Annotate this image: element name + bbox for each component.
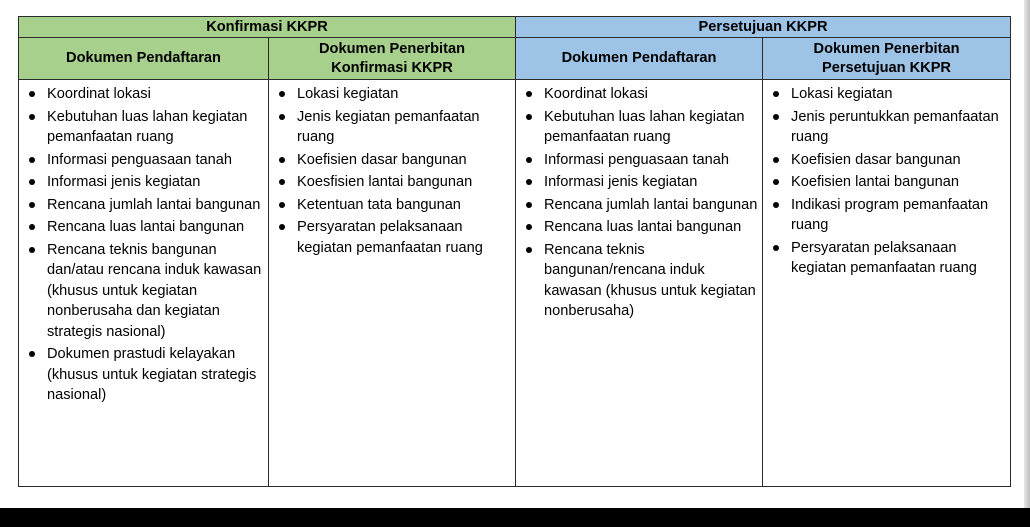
list-item — [522, 240, 758, 322]
list-item-text: Rencana luas lantai bangunan — [544, 219, 742, 235]
bullet-icon — [773, 245, 779, 251]
list-item-text: Kebutuhan luas lahan kegiatan pemanfaatan ruang — [544, 108, 745, 145]
bullet-icon — [29, 247, 35, 253]
bullet-icon — [773, 91, 779, 97]
group-header-konfirmasi: Konfirmasi KKPR — [19, 17, 516, 38]
column-header-konfirmasi-penerbitan-text: Dokumen Penerbitan Konfirmasi KKPR — [319, 40, 465, 76]
bullet-icon — [773, 157, 779, 163]
column-header-persetujuan-penerbitan-text: Dokumen Penerbitan Persetujuan KKPR — [813, 40, 960, 76]
list-item-text: Informasi jenis kegiatan — [544, 174, 698, 190]
list-item — [275, 195, 511, 216]
list-item-text: Informasi penguasaan tanah — [544, 151, 730, 168]
bullet-icon — [526, 114, 532, 120]
list-item — [275, 84, 511, 105]
list-item-text: Koesfisien lantai bangunan — [297, 174, 473, 190]
frame-edge — [1024, 0, 1030, 510]
bullet-icon — [29, 224, 35, 230]
list-item — [275, 217, 511, 258]
list-persetujuan-penerbitan — [763, 80, 1010, 279]
list-item — [522, 217, 758, 238]
list-item — [25, 150, 264, 171]
list-item-text: Dokumen prastudi kelayakan (khusus untuk kegiatan strategis nasional) — [47, 346, 257, 403]
list-item-text: Rencana teknis bangunan/rencana induk kawasan (khusus untuk kegiatan nonberusaha) — [544, 241, 756, 319]
list-item — [25, 172, 264, 193]
list-item — [522, 84, 758, 105]
list-item-text: Persyaratan pelaksanaan kegiatan pemanfaatan ruang — [297, 219, 483, 256]
list-item-text: Rencana jumlah lantai bangunan — [544, 196, 758, 213]
list-item — [25, 344, 264, 406]
kkpr-table — [18, 16, 1011, 487]
bullet-icon — [526, 91, 532, 97]
bullet-icon — [29, 179, 35, 185]
bullet-icon — [526, 247, 532, 253]
list-persetujuan-pendaftaran — [516, 80, 762, 322]
bullet-icon — [279, 91, 285, 97]
list-item — [522, 150, 758, 171]
bullet-icon — [29, 351, 35, 357]
cell-konfirmasi-penerbitan — [269, 80, 516, 487]
cell-konfirmasi-pendaftaran — [19, 80, 269, 487]
bullet-icon — [279, 157, 285, 163]
column-header-konfirmasi-pendaftaran: Dokumen Pendaftaran — [19, 38, 269, 80]
list-item — [769, 84, 1006, 105]
list-item-text: Ketentuan tata bangunan — [297, 196, 461, 213]
bullet-icon — [29, 114, 35, 120]
list-item — [25, 84, 264, 105]
bullet-icon — [29, 202, 35, 208]
list-item — [769, 172, 1006, 193]
list-item-text: Rencana jumlah lantai bangunan — [47, 196, 261, 213]
list-item-text: Koefisien lantai bangunan — [791, 174, 959, 190]
list-item-text: Persyaratan pelaksanaan kegiatan pemanfaatan ruang — [791, 239, 977, 276]
bullet-icon — [279, 224, 285, 230]
bullet-icon — [29, 91, 35, 97]
list-item — [25, 195, 264, 216]
list-item-text: Rencana teknis bangunan dan/atau rencana induk kawasan (khusus untuk kegiatan nonberusaha dan kegiatan strategis nasional) — [47, 241, 262, 340]
list-item-text: Informasi jenis kegiatan — [47, 174, 201, 190]
list-item — [25, 240, 264, 343]
bullet-icon — [526, 224, 532, 230]
list-item — [275, 172, 511, 193]
list-item-text: Koefisien dasar bangunan — [791, 151, 961, 168]
list-item-text: Koefisien dasar bangunan — [297, 151, 467, 168]
list-item-text: Lokasi kegiatan — [791, 86, 893, 102]
bullet-icon — [279, 179, 285, 185]
bottom-bar — [0, 508, 1030, 527]
list-item — [769, 107, 1006, 148]
list-item — [522, 172, 758, 193]
list-konfirmasi-penerbitan — [269, 80, 515, 258]
list-item-text: Koordinat lokasi — [47, 86, 151, 102]
cell-persetujuan-pendaftaran — [516, 80, 763, 487]
bullet-icon — [279, 202, 285, 208]
bullet-icon — [526, 157, 532, 163]
bullet-icon — [526, 179, 532, 185]
list-item — [769, 238, 1006, 279]
bullet-icon — [773, 114, 779, 120]
bullet-icon — [773, 179, 779, 185]
list-item-text: Jenis peruntukkan pemanfaatan ruang — [791, 108, 999, 145]
bullet-icon — [526, 202, 532, 208]
list-item — [522, 195, 758, 216]
bullet-icon — [29, 157, 35, 163]
column-header-persetujuan-pendaftaran: Dokumen Pendaftaran — [516, 38, 763, 80]
group-header-persetujuan: Persetujuan KKPR — [516, 17, 1011, 38]
list-item-text: Koordinat lokasi — [544, 86, 648, 102]
list-item-text: Rencana luas lantai bangunan — [47, 219, 245, 235]
list-item-text: Kebutuhan luas lahan kegiatan pemanfaatan ruang — [47, 108, 248, 145]
list-item-text: Lokasi kegiatan — [297, 86, 399, 102]
list-item — [25, 107, 264, 148]
list-item — [769, 150, 1006, 171]
column-header-persetujuan-penerbitan — [763, 38, 1011, 80]
list-item-text: Jenis kegiatan pemanfaatan ruang — [297, 108, 480, 145]
list-item — [275, 150, 511, 171]
list-item — [275, 107, 511, 148]
list-item — [522, 107, 758, 148]
cell-persetujuan-penerbitan — [763, 80, 1011, 487]
bullet-icon — [773, 202, 779, 208]
column-header-konfirmasi-penerbitan — [269, 38, 516, 80]
list-konfirmasi-pendaftaran — [19, 80, 268, 406]
list-item-text: Informasi penguasaan tanah — [47, 151, 232, 168]
list-item — [25, 217, 264, 238]
list-item — [769, 195, 1006, 236]
list-item-text: Indikasi program pemanfaatan ruang — [791, 196, 989, 233]
bullet-icon — [279, 114, 285, 120]
